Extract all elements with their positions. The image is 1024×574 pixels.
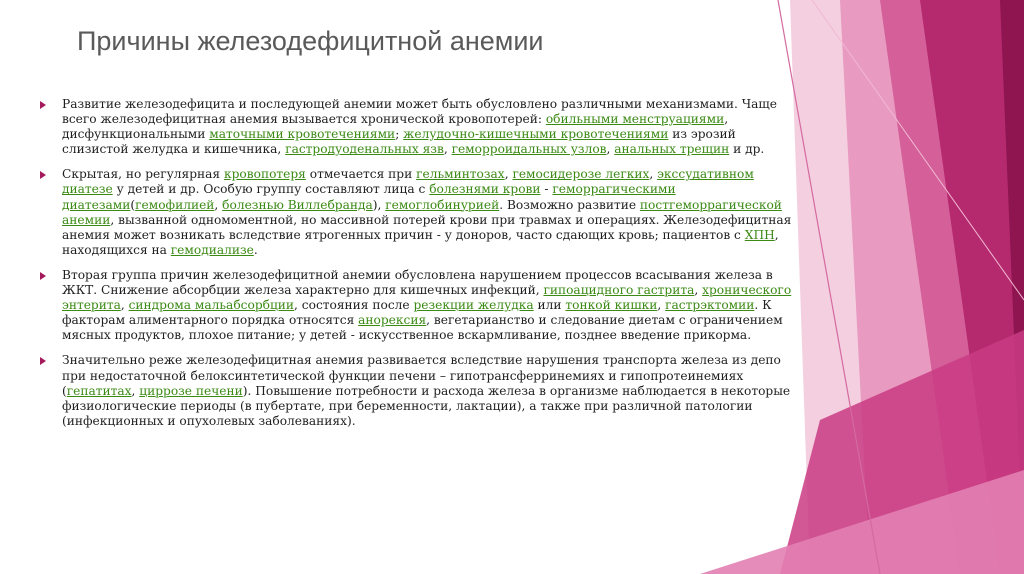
text-segment: ,	[214, 197, 223, 212]
text-segment: и др.	[729, 142, 765, 157]
bullet-marker-icon	[40, 272, 46, 280]
text-segment: , дисфункциональными	[62, 112, 729, 142]
text-segment: или	[533, 298, 566, 313]
text-segment: Значительно реже железодефицитная анемия развивается вследствие нарушения транспорта железа из депо при недостаточной белоксинтетической функции печени – гипотрансферринемиях и гипопротеинемиях (	[62, 353, 781, 398]
text-segment: ). Повышение потребности и расхода железа в организме наблюдается в некоторые физиологические периоды (в пубертате, при беременности, лактации), а также при различной патологии (инфекционных и опухолевых заболеваниях).	[62, 383, 791, 428]
text-segment: ,	[657, 298, 666, 313]
bullet-paragraph	[40, 167, 802, 258]
term-link[interactable]: гепатитах	[66, 383, 132, 398]
text-segment: ,	[649, 167, 658, 182]
term-link[interactable]: экссудативном диатезе	[62, 167, 754, 197]
text-segment: . Возможно развитие	[499, 197, 640, 212]
text-segment: (	[130, 197, 136, 212]
text-segment: , вызванной одномоментной, но массивной потерей крови при травмах и операциях. Железодефицитная анемия может возникать вследствие ятрогенных причин - у доноров, часто сдающих кровь; пациентов с	[62, 212, 792, 242]
term-link[interactable]: обильными менструациями	[545, 112, 725, 127]
term-link[interactable]: гемофилией	[135, 197, 215, 212]
bullet-paragraph	[40, 268, 802, 343]
term-link[interactable]: гельминтозах	[416, 167, 505, 182]
text-segment: у детей и др. Особую группу составляют лица с	[112, 182, 430, 197]
term-link[interactable]: постгеморрагической анемии	[62, 197, 782, 227]
term-link[interactable]: синдрома мальабсорбции	[128, 298, 295, 313]
term-link[interactable]: гастрэктомии	[665, 298, 755, 313]
text-segment: -	[540, 182, 553, 197]
text-segment: . К факторам алиментарного порядка относятся	[62, 298, 772, 328]
term-link[interactable]: гемосидерозе легких	[512, 167, 650, 182]
bullet-marker-icon	[40, 101, 46, 109]
term-link[interactable]: гипоацидного гастрита	[543, 283, 695, 298]
term-link[interactable]: гастродуоденальных язв	[285, 142, 444, 157]
term-link[interactable]: тонкой кишки	[565, 298, 658, 313]
term-link[interactable]: анальных трещин	[614, 142, 730, 157]
term-link[interactable]: геморроидальных узлов	[451, 142, 607, 157]
term-link[interactable]: резекции желудка	[413, 298, 534, 313]
text-segment: ,	[443, 142, 452, 157]
text-segment: ,	[606, 142, 615, 157]
text-segment: , состояния после	[294, 298, 414, 313]
text-segment: ,	[131, 383, 140, 398]
text-segment: ,	[504, 167, 513, 182]
text-segment: из эрозий слизистой желудка и кишечника,	[62, 127, 736, 157]
term-link[interactable]: гемоглобинурией	[385, 197, 500, 212]
term-link[interactable]: гемодиализе	[170, 242, 254, 257]
text-segment: ,	[694, 283, 703, 298]
term-link[interactable]: геморрагическими диатезами	[62, 182, 676, 212]
text-segment: ),	[372, 197, 386, 212]
text-segment: .	[253, 242, 258, 257]
term-link[interactable]: анорексия	[358, 313, 427, 328]
term-link[interactable]: ХПН	[744, 227, 775, 242]
slide-title: Причины железодефицитной анемии	[77, 26, 544, 56]
bullet-marker-icon	[40, 171, 46, 179]
term-link[interactable]: хронического энтерита	[62, 283, 792, 313]
text-segment: , находящихся на	[62, 227, 779, 257]
content-body	[40, 97, 802, 439]
text-segment: , вегетарианство и следование диетам с ограничением мясных продуктов, плохое питание; у детей - искусственное вскармливание, позднее введение прикорма.	[62, 313, 783, 343]
text-segment: ;	[395, 127, 404, 142]
text-segment: ,	[120, 298, 129, 313]
text-segment: Скрытая, но регулярная	[62, 167, 224, 182]
bullet-paragraph	[40, 353, 802, 428]
term-link[interactable]: кровопотеря	[223, 167, 306, 182]
term-link[interactable]: болезнями крови	[429, 182, 541, 197]
term-link[interactable]: болезнью Виллебранда	[222, 197, 373, 212]
text-segment: Вторая группа причин железодефицитной анемии обусловлена нарушением процессов всасывания железа в ЖКТ. Снижение абсорбции железа характерно для кишечных инфекций,	[62, 267, 773, 298]
term-link[interactable]: маточными кровотечениями	[209, 127, 396, 142]
text-segment: Развитие железодефицита и последующей анемии может быть обусловлено различными механизмами. Чаще всего железодефицитная анемия вызывается хронической кровопотерей:	[62, 97, 777, 127]
term-link[interactable]: циррозе печени	[139, 383, 243, 398]
bullet-paragraph	[40, 97, 802, 157]
bullet-marker-icon	[40, 357, 46, 365]
term-link[interactable]: желудочно-кишечными кровотечениями	[403, 127, 669, 142]
text-segment: отмечается при	[305, 167, 417, 182]
